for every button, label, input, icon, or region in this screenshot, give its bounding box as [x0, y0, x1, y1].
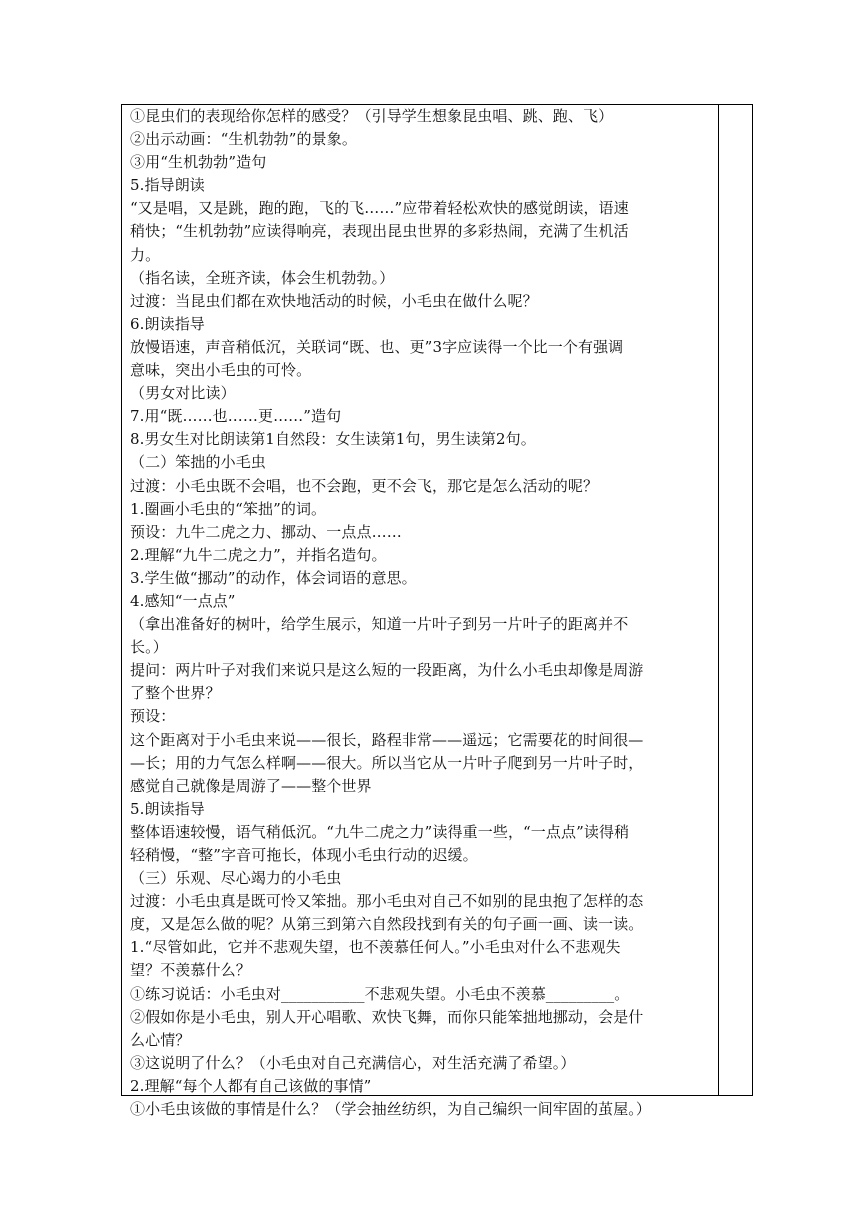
text-line: 1.“尽管如此，它并不悲观失望，也不羡慕任何人。”小毛虫对什么不悲观失 — [130, 938, 621, 957]
text-line: 预设： — [130, 707, 176, 726]
text-line: （二）笨拙的小毛虫 — [130, 453, 266, 472]
text-line: 3.学生做“挪动”的动作，体会词语的意思。 — [130, 568, 417, 587]
text-line: ①小毛虫该做的事情是什么？（学会抽丝纺织，为自己编织一间牢固的茧屋。） — [130, 1100, 652, 1119]
text-line: 这个距离对于小毛虫来说——很长，路程非常——遥远；它需要花的时间很— — [130, 730, 644, 749]
notes-cell — [719, 105, 752, 1095]
lesson-plan-table — [121, 104, 753, 1119]
text-line: （男女对比读） — [130, 384, 236, 403]
text-line: 感觉自己就像是周游了——整个世界 — [130, 776, 372, 795]
text-line: （指名读，全班齐读，体会生机勃勃。） — [130, 268, 395, 287]
text-line: 4.感知“一点点” — [130, 591, 236, 610]
text-line: 7.用“既……也……更……”造句 — [130, 407, 342, 426]
text-line: —长；用的力气怎么样啊——很大。所以当它从一片叶子爬到另一片叶子时， — [130, 753, 644, 772]
text-line: 过渡：当昆虫们都在欢快地活动的时候，小毛虫在做什么呢？ — [130, 291, 538, 310]
text-line: 度，又是怎么做的呢？从第三到第六自然段找到有关的句子画一画、读一读。 — [130, 915, 644, 934]
text-line: 么心情？ — [130, 1030, 191, 1049]
text-line: 1.圈画小毛虫的“笨拙”的词。 — [130, 499, 327, 518]
text-line: ②出示动画：“生机勃勃”的景象。 — [130, 130, 357, 149]
text-line: 预设：九牛二虎之力、挪动、一点点…… — [130, 522, 402, 541]
text-line: 过渡：小毛虫真是既可怜又笨拙。那小毛虫对自己不如别的昆虫抱了怎样的态 — [130, 892, 644, 911]
text-line: “又是唱，又是跳，跑的跑，飞的飞……”应带着轻松欢快的感觉朗读，语速 — [130, 199, 629, 218]
text-line: 整体语速较慢，语气稍低沉。“九牛二虎之力”读得重一些，“一点点”读得稍 — [130, 822, 630, 841]
text-line: （拿出准备好的树叶，给学生展示，知道一片叶子到另一片叶子的距离并不 — [130, 615, 629, 634]
text-line: 力。 — [130, 245, 161, 264]
text-line: 6.朗读指导 — [130, 314, 205, 333]
text-line: 提问：两片叶子对我们来说只是这么短的一段距离，为什么小毛虫却像是周游 — [130, 661, 644, 680]
text-line: ③用“生机勃勃”造句 — [130, 153, 267, 172]
text-line: ①昆虫们的表现给你怎样的感受？（引导学生想象昆虫唱、跳、跑、飞） — [130, 107, 614, 125]
text-line: 2.理解“每个人都有自己该做的事情” — [130, 1076, 372, 1095]
text-line: 5.朗读指导 — [130, 799, 205, 818]
text-line: 8.男女生对比朗读第1自然段：女生读第1句，男生读第2句。 — [130, 430, 536, 449]
text-line: 轻稍慢，“整”字音可拖长，体现小毛虫行动的迟缓。 — [130, 846, 478, 864]
text-line: ③这说明了什么？（小毛虫对自己充满信心，对生活充满了希望。） — [130, 1053, 576, 1072]
text-line: 过渡：小毛虫既不会唱，也不会跑，更不会飞，那它是怎么活动的呢？ — [130, 476, 599, 495]
text-line: 2.理解“九牛二虎之力”，并指名造句。 — [130, 545, 387, 564]
text-line: 望？不羡慕什么？ — [130, 961, 251, 980]
text-line: 稍快；“生机勃勃”应读得响亮，表现出昆虫世界的多彩热闹，充满了生机活 — [130, 222, 629, 241]
text-line: 长。） — [130, 638, 168, 657]
lesson-content-cell — [122, 105, 719, 1119]
text-line: （三）乐观、尽心竭力的小毛虫 — [130, 869, 342, 888]
text-line: ①练习说话：小毛虫对___________不悲观失望。小毛虫不羡慕_________。 — [130, 984, 630, 1003]
text-line: 意味，突出小毛虫的可怜。 — [130, 361, 312, 380]
text-line: 5.指导朗读 — [130, 176, 205, 195]
text-line: 放慢语速，声音稍低沉，关联词“既、也、更”3字应读得一个比一个有强调 — [130, 337, 624, 356]
text-line: 了整个世界？ — [130, 684, 221, 703]
text-line: ②假如你是小毛虫，别人开心唱歌、欢快飞舞，而你只能笨拙地挪动，会是什 — [130, 1007, 644, 1026]
